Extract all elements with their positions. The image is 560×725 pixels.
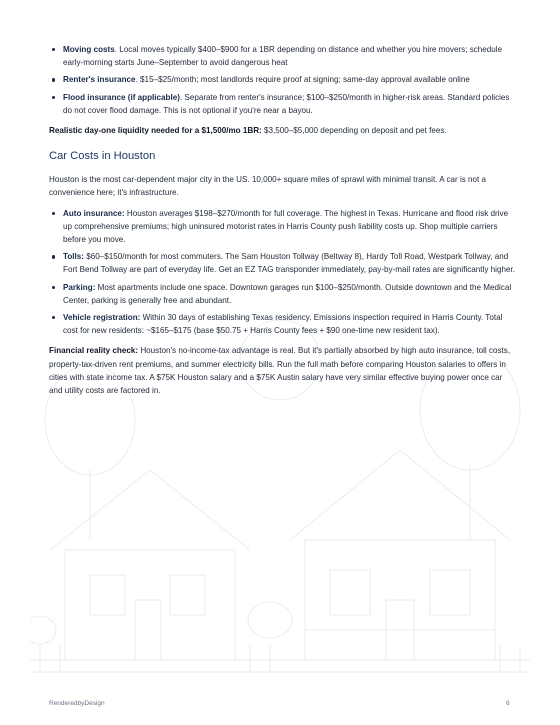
- footer-brand: RenderedbyDesign: [49, 700, 105, 707]
- reality-text: Houston's no-income-tax advantage is real. But it's partially absorbed by high auto insurance, toll costs, property-tax-driven rent premiums, and summer electricity bills. Run the full math before comparing Houston salaries to offers in cities with state income tax. A $75K Houston salary and a $75K Austin salary have very similar effective buying power once car and utility costs are factored in.: [49, 346, 511, 396]
- list-item-text: $60–$150/month for most commuters. The Sam Houston Tollway (Beltway 8), Hardy Toll Road, Westpark Tollway, and Fort Bend Tollway are part of everyday life. Get an EZ TAG transponder immediately, pay-by-mail rates are significantly higher.: [63, 252, 515, 275]
- list-item-term: Renter's insurance: [63, 75, 136, 85]
- moving-costs-list: [49, 43, 515, 117]
- list-item: [49, 281, 515, 307]
- list-item-text: Most apartments include one space. Downtown garages run $100–$250/month. Outside downtown and the Medical Center, parking is generally free and abundant.: [63, 282, 512, 305]
- list-item-term: Moving costs: [63, 45, 115, 54]
- list-item-term: Parking:: [63, 282, 96, 292]
- list-item-term: Auto insurance:: [63, 208, 125, 218]
- summary-text: $3,500–$5,000 depending on deposit and pet fees.: [261, 126, 447, 136]
- list-item: [49, 311, 515, 337]
- list-item: [49, 250, 515, 276]
- list-item-text: . $15–$25/month; most landlords require proof at signing; same-day approval available online: [135, 75, 470, 85]
- page-number: 6: [506, 700, 510, 707]
- list-item: [49, 43, 515, 69]
- list-item-text: . Local moves typically $400–$900 for a 1BR depending on distance and whether you hire movers; schedule early-morning starts June–September to avoid dangerous heat: [63, 45, 503, 68]
- list-item: [49, 91, 515, 117]
- list-item: [49, 207, 515, 247]
- car-costs-list: [49, 207, 515, 338]
- list-item: [49, 73, 515, 86]
- main-content: [49, 43, 515, 397]
- list-item-term: Vehicle registration:: [63, 313, 141, 323]
- car-costs-intro: Houston is the most car-dependent major city in the US. 10,000+ square miles of sprawl with minimal transit. A car is not a convenience here; it's infrastructure.: [49, 175, 487, 198]
- liquidity-summary: [49, 124, 515, 137]
- reality-term: Financial reality check:: [49, 346, 139, 356]
- list-item-text: Houston averages $198–$270/month for full coverage. The highest in Texas. Hurricane and flood risk drive up comprehensive premiums; high uninsured motorist rates in Harris County push liability costs up. Shop multiple carriers before you move.: [63, 208, 509, 245]
- summary-term: Realistic day-one liquidity needed for a $1,500/mo 1BR:: [49, 126, 262, 136]
- financial-reality-check: [49, 344, 515, 397]
- list-item-text: . Separate from renter's insurance; $100–$250/month in higher-risk areas. Standard policies do not cover flood damage. This is not optional if you're near a bayou.: [63, 92, 510, 115]
- list-item-term: Tolls:: [63, 252, 84, 262]
- list-item-text: Within 30 days of establishing Texas residency. Emissions inspection required in Harris County. Total cost for new residents: ~$165–$175 (base $50.75 + Harris County fees + $90 one-time new resident tax).: [63, 313, 503, 336]
- list-item-term: Flood insurance (if applicable): [63, 92, 180, 102]
- section-heading-car-costs: Car Costs in Houston: [49, 150, 156, 163]
